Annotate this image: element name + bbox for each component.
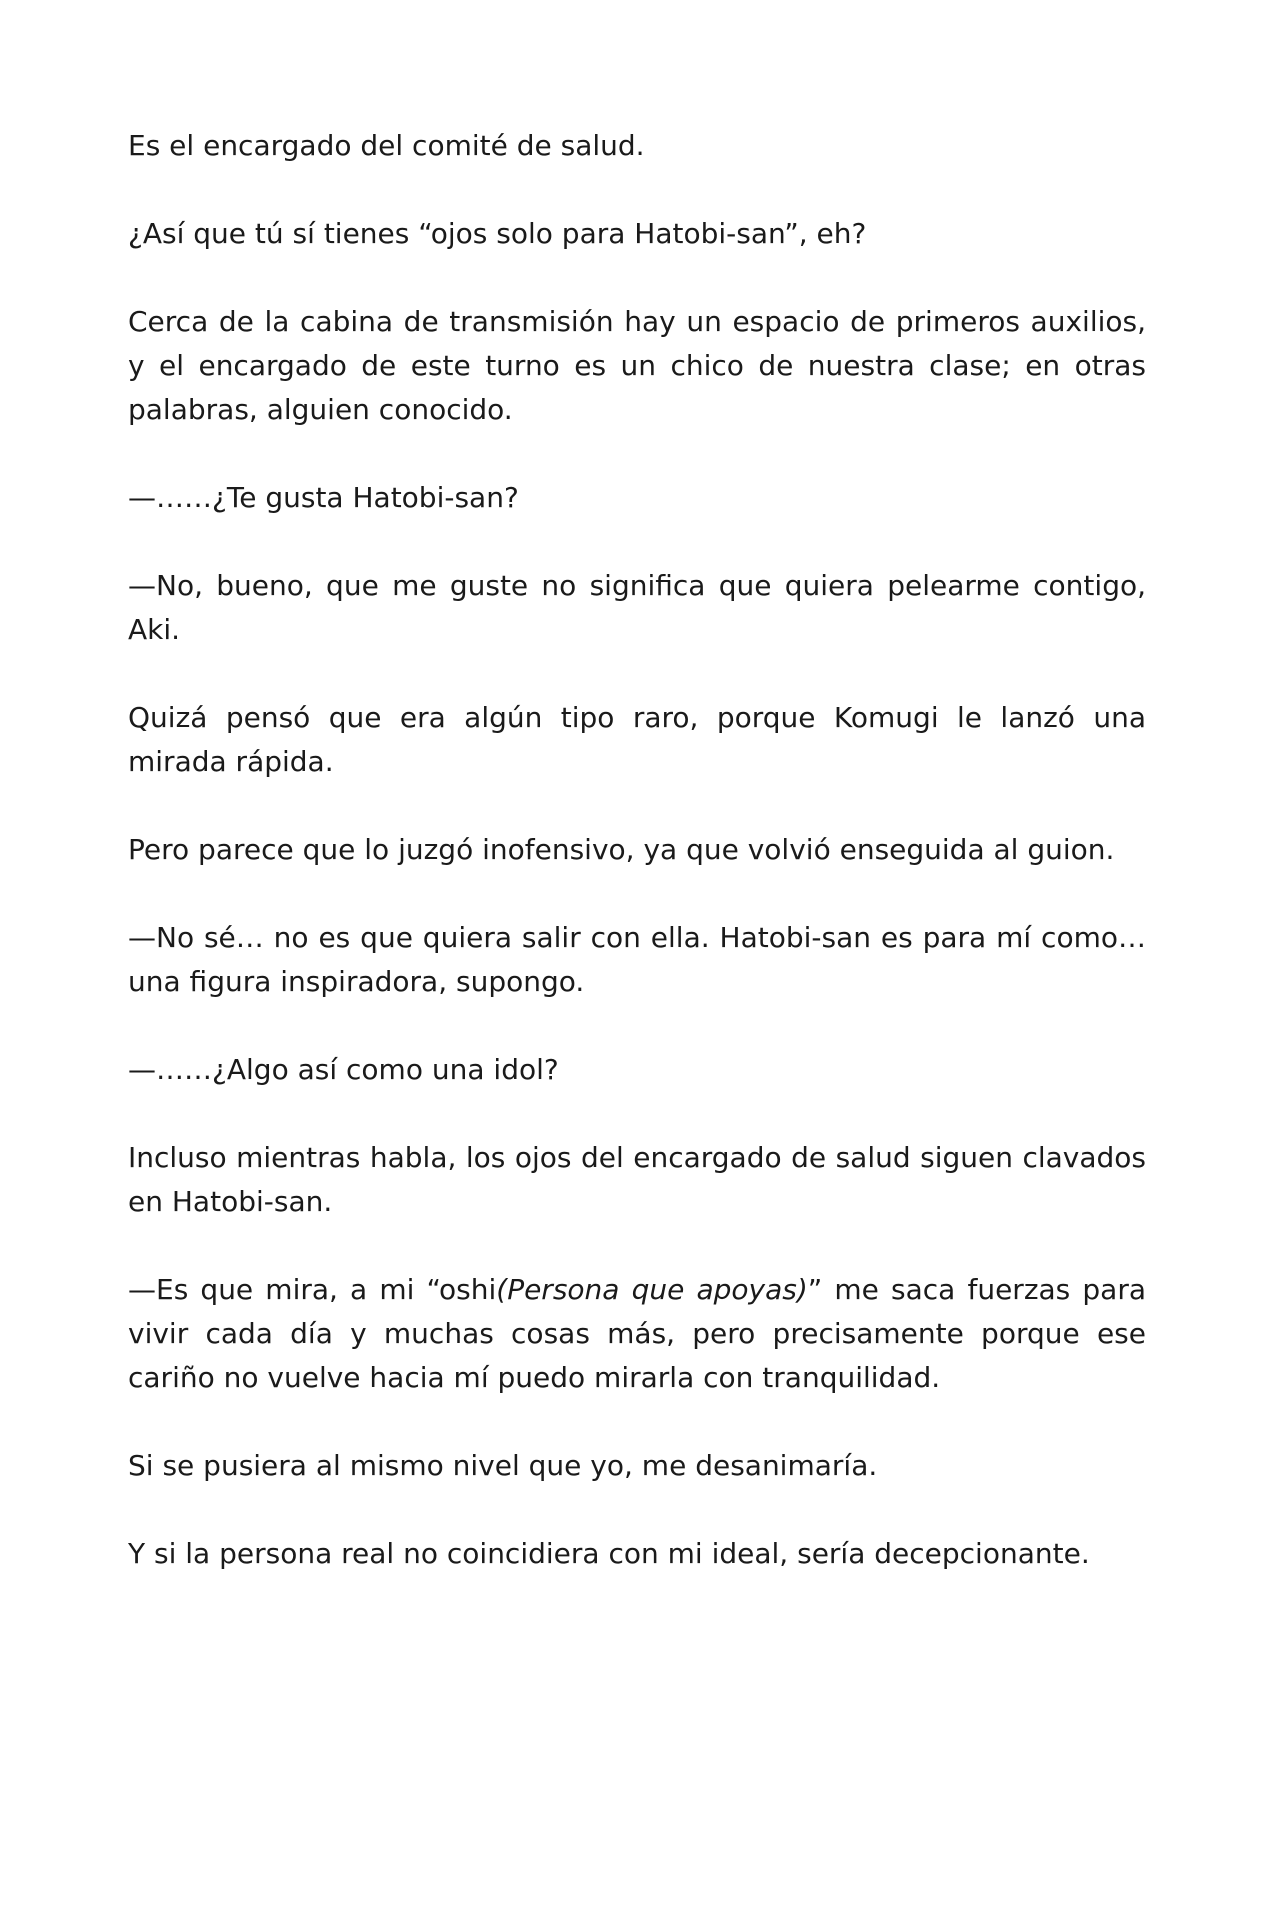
paragraph: Incluso mientras habla, los ojos del encargado de salud siguen clavados en Hatobi-san.	[128, 1141, 1146, 1218]
paragraph: —……¿Algo así como una idol?	[128, 1053, 559, 1086]
paragraph: —No, bueno, que me guste no significa que quiera pelearme contigo, Aki.	[128, 569, 1146, 646]
paragraph: —……¿Te gusta Hatobi-san?	[128, 481, 519, 514]
paragraph: Si se pusiera al mismo nivel que yo, me desanimaría.	[128, 1449, 878, 1482]
paragraph: Pero parece que lo juzgó inofensivo, ya que volvió enseguida al guion.	[128, 833, 1115, 866]
document-page	[128, 124, 1146, 1620]
paragraph-oshi	[128, 1268, 1146, 1400]
paragraph: ¿Así que tú sí tienes “ojos solo para Hatobi-san”, eh?	[128, 217, 867, 250]
text: —Es que mira, a mi “oshi	[128, 1273, 497, 1306]
paragraph: —No sé… no es que quiera salir con ella. Hatobi-san es para mí como… una figura inspiradora, supongo.	[128, 921, 1146, 998]
translator-note: (Persona que apoyas)	[496, 1273, 808, 1306]
text: ” me saca fuerzas para vivir cada día y muchas cosas más, pero precisamente porque ese cariño no vuelve hacia mí puedo mirarla con tranquilidad.	[128, 1273, 1147, 1394]
paragraph: Quizá pensó que era algún tipo raro, porque Komugi le lanzó una mirada rápida.	[128, 701, 1146, 778]
paragraph: Cerca de la cabina de transmisión hay un espacio de primeros auxilios, y el encargado de este turno es un chico de nuestra clase; en otras palabras, alguien conocido.	[128, 305, 1146, 426]
paragraph: Es el encargado del comité de salud.	[128, 129, 645, 162]
paragraph: Y si la persona real no coincidiera con mi ideal, sería decepcionante.	[128, 1537, 1090, 1570]
